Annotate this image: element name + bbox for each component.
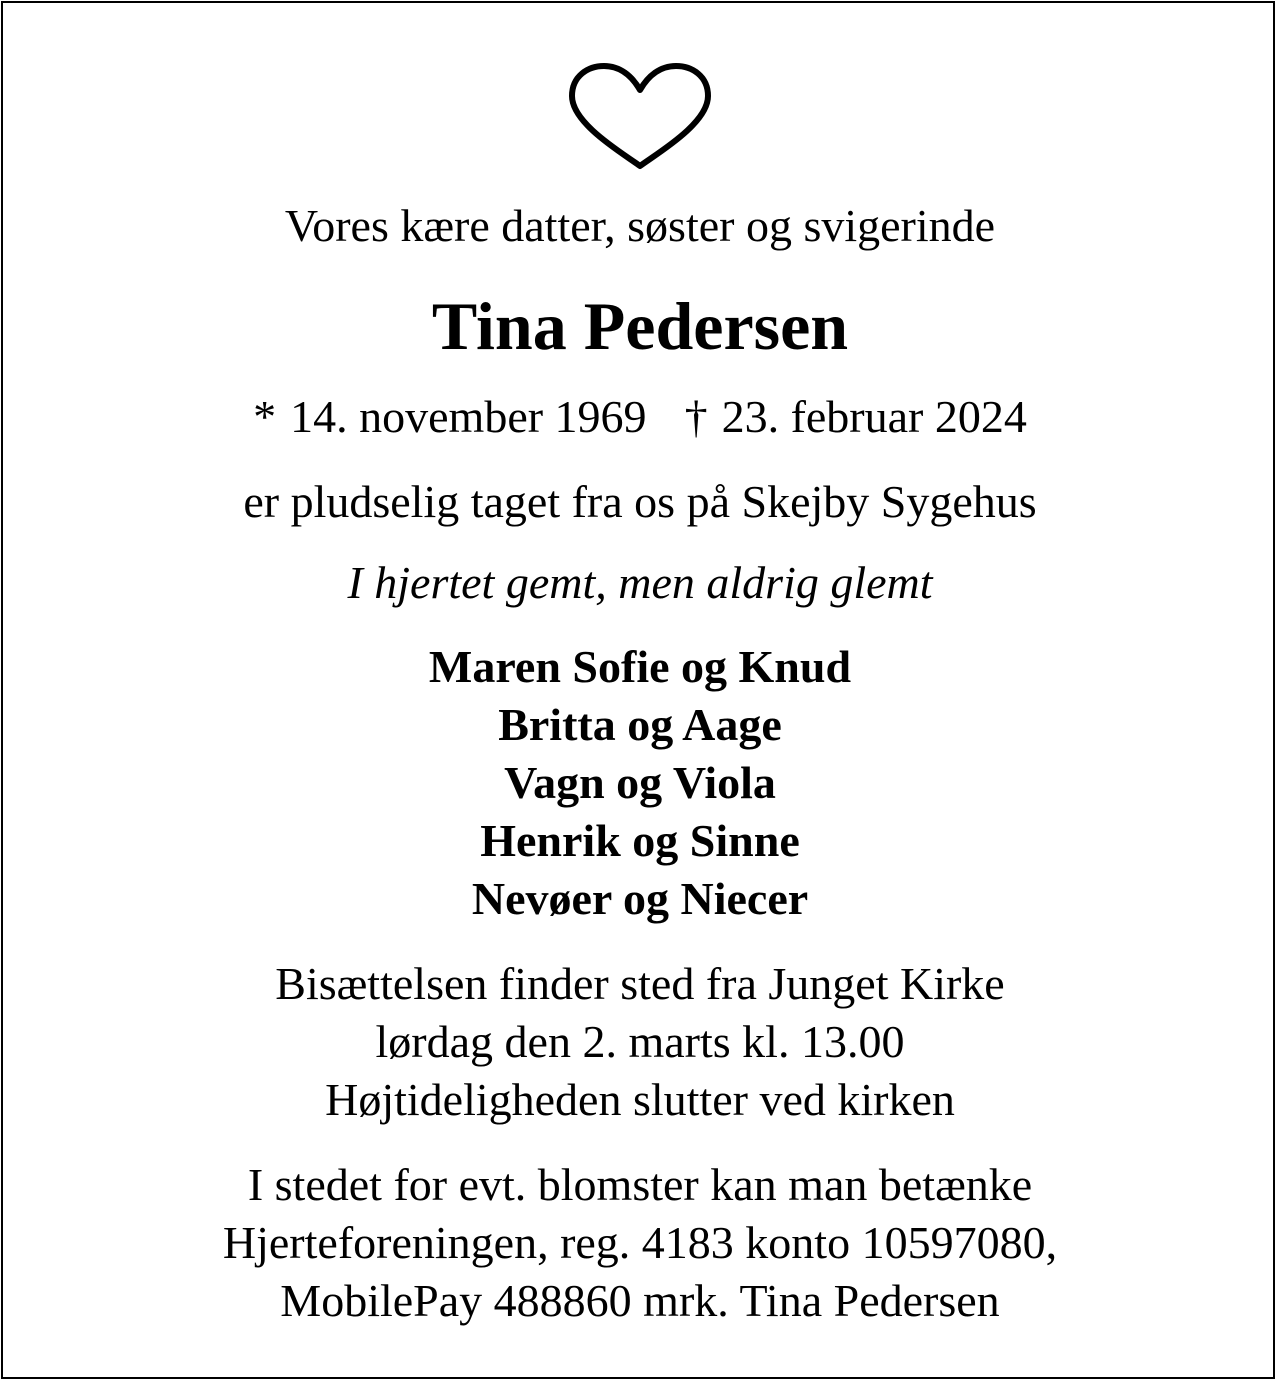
life-dates [0, 387, 1280, 447]
donation-info [0, 1156, 1280, 1330]
born-date: 14. november 1969 [290, 391, 647, 442]
funeral-info [0, 955, 1280, 1129]
funeral-line: Bisættelsen finder sted fra Junget Kirke [275, 958, 1005, 1009]
mourners-list [0, 638, 1280, 928]
memorial-quote: I hjertet gemt, men aldrig glemt [347, 557, 933, 608]
mourner-line: Maren Sofie og Knud [428, 641, 852, 692]
donation-line: I stedet for evt. blomster kan man betænke [247, 1159, 1033, 1210]
heart-icon [564, 62, 716, 170]
mourner-line: Vagn og Viola [504, 757, 776, 808]
donation-line: MobilePay 488860 mrk. Tina Pedersen [280, 1275, 1000, 1326]
passing-text: er pludselig taget fra os på Skejby Sygehus [243, 476, 1037, 527]
notice-intro: Vores kære datter, søster og svigerinde [284, 200, 996, 251]
mourner-line: Britta og Aage [498, 699, 782, 750]
donation-line: Hjerteforeningen, reg. 4183 konto 10597080, [222, 1217, 1058, 1268]
deceased-name: Tina Pedersen [431, 288, 849, 364]
mourner-line: Henrik og Sinne [480, 815, 800, 866]
funeral-line: Højtideligheden slutter ved kirken [325, 1074, 955, 1125]
funeral-line: lørdag den 2. marts kl. 13.00 [375, 1016, 905, 1067]
mourner-line: Nevøer og Niecer [471, 873, 809, 924]
died-date: 23. februar 2024 [721, 391, 1027, 442]
cross-icon: † [684, 391, 708, 442]
born-symbol: * [253, 391, 277, 442]
